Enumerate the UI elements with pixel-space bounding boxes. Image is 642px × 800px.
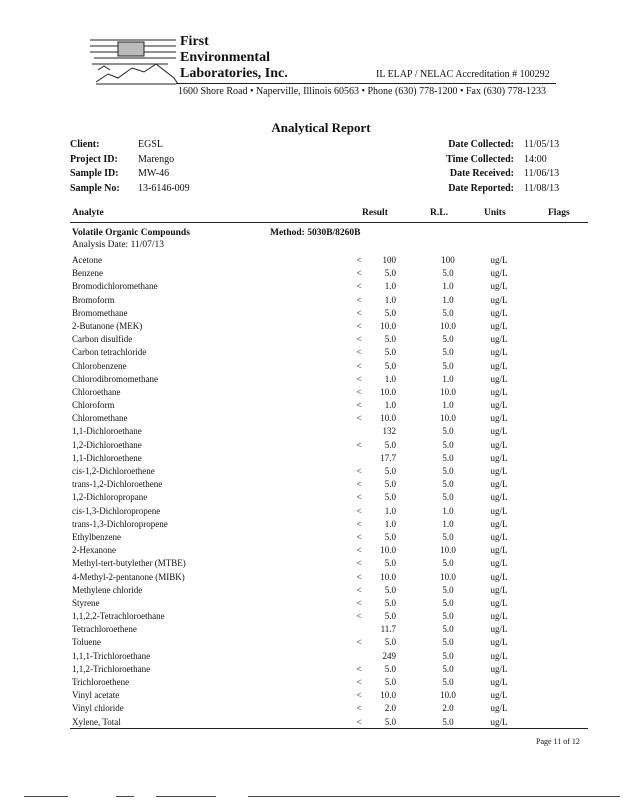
table-row bbox=[72, 623, 592, 636]
result-value: 5.0 bbox=[384, 347, 396, 358]
analyte-name: Methylene chloride bbox=[72, 584, 143, 595]
info-label: Date Received: bbox=[449, 168, 514, 179]
result-value: 1.0 bbox=[384, 294, 396, 305]
reporting-limit: 10.0 bbox=[440, 690, 456, 701]
result-units: ug/L bbox=[490, 268, 508, 279]
result-units: ug/L bbox=[490, 624, 508, 635]
analyte-name: 2-Hexanone bbox=[72, 545, 116, 556]
analyte-name: 4-Methyl-2-pentanone (MIBK) bbox=[72, 571, 185, 582]
table-row bbox=[72, 254, 592, 267]
result-units: ug/L bbox=[490, 571, 508, 582]
info-label: Date Collected: bbox=[448, 139, 514, 150]
result-value: 5.0 bbox=[384, 334, 396, 345]
table-row bbox=[72, 557, 592, 570]
analyte-name: Tetrachloroethene bbox=[72, 624, 137, 635]
table-row bbox=[72, 320, 592, 333]
result-qualifier: < bbox=[356, 466, 362, 476]
column-header-rl: R.L. bbox=[430, 208, 448, 218]
company-name bbox=[180, 34, 288, 82]
result-value: 5.0 bbox=[384, 584, 396, 595]
result-qualifier: < bbox=[356, 479, 362, 490]
footer-rule bbox=[24, 796, 68, 797]
result-value: 1.0 bbox=[384, 518, 396, 529]
analyte-name: 1,2-Dichloropropane bbox=[72, 492, 148, 503]
result-value: 5.0 bbox=[384, 268, 396, 279]
info-label: Date Reported: bbox=[448, 182, 514, 194]
result-value: 10.0 bbox=[380, 320, 396, 331]
result-units: ug/L bbox=[490, 320, 508, 331]
result-units: ug/L bbox=[490, 426, 508, 437]
result-units: ug/L bbox=[490, 466, 508, 476]
reporting-limit: 5.0 bbox=[442, 558, 454, 569]
reporting-limit: 5.0 bbox=[442, 663, 454, 674]
result-units: ug/L bbox=[490, 703, 508, 714]
result-value: 5.0 bbox=[384, 611, 396, 622]
result-qualifier: < bbox=[356, 558, 362, 569]
analyte-name: 1,1-Dichloroethane bbox=[72, 426, 142, 437]
result-value: 5.0 bbox=[384, 558, 396, 569]
reporting-limit: 5.0 bbox=[442, 479, 454, 490]
table-row bbox=[72, 544, 592, 557]
reporting-limit: 1.0 bbox=[442, 505, 454, 516]
table-row bbox=[72, 465, 592, 478]
company-name-line: Environmental bbox=[180, 50, 270, 65]
result-qualifier: < bbox=[356, 518, 362, 529]
result-value: 10.0 bbox=[380, 690, 396, 701]
info-value: 13-6146-009 bbox=[138, 182, 190, 194]
result-value: 17.7 bbox=[380, 452, 396, 463]
info-label: Sample No: bbox=[70, 182, 120, 194]
result-units: ug/L bbox=[490, 518, 508, 529]
info-label: Sample ID: bbox=[70, 168, 119, 179]
reporting-limit: 5.0 bbox=[442, 584, 454, 595]
reporting-limit: 1.0 bbox=[442, 281, 454, 292]
result-value: 10.0 bbox=[380, 545, 396, 556]
info-row-date-received bbox=[428, 167, 559, 182]
result-units: ug/L bbox=[490, 650, 508, 661]
info-label: Client: bbox=[70, 139, 100, 150]
table-row bbox=[72, 716, 592, 729]
result-value: 249 bbox=[382, 650, 396, 661]
reporting-limit: 5.0 bbox=[442, 677, 454, 687]
analyte-name: Bromodichloromethane bbox=[72, 281, 158, 292]
result-value: 5.0 bbox=[384, 360, 396, 371]
table-row bbox=[72, 280, 592, 293]
reporting-limit: 2.0 bbox=[442, 703, 454, 714]
result-value: 5.0 bbox=[384, 307, 396, 318]
result-qualifier: < bbox=[356, 347, 362, 358]
result-value: 1.0 bbox=[384, 281, 396, 292]
analyte-name: Trichloroethene bbox=[72, 677, 130, 687]
reporting-limit: 5.0 bbox=[442, 426, 454, 437]
analyte-name: Carbon tetrachloride bbox=[72, 347, 147, 358]
analyte-name: Chloroform bbox=[72, 400, 115, 411]
analyte-group-name: Volatile Organic Compounds bbox=[72, 228, 190, 238]
info-value: 11/08/13 bbox=[524, 182, 560, 194]
reporting-limit: 5.0 bbox=[442, 492, 454, 503]
company-name-line: First bbox=[180, 34, 209, 49]
result-qualifier: < bbox=[356, 255, 362, 265]
result-qualifier: < bbox=[356, 294, 362, 305]
table-row bbox=[72, 307, 592, 320]
table-row bbox=[72, 333, 592, 346]
page-number: Page 11 of 12 bbox=[536, 737, 580, 746]
sample-info-left bbox=[70, 138, 190, 196]
result-qualifier: < bbox=[356, 373, 362, 384]
result-units: ug/L bbox=[490, 545, 508, 556]
reporting-limit: 5.0 bbox=[442, 650, 454, 661]
analyte-name: Vinyl chloride bbox=[72, 703, 124, 714]
result-units: ug/L bbox=[490, 386, 508, 397]
reporting-limit: 1.0 bbox=[442, 400, 454, 411]
footer-rule bbox=[116, 796, 134, 797]
table-row bbox=[72, 650, 592, 663]
result-units: ug/L bbox=[490, 373, 508, 384]
result-value: 11.7 bbox=[380, 624, 396, 635]
analyte-name: Chlorodibromomethane bbox=[72, 373, 158, 384]
result-value: 1.0 bbox=[384, 373, 396, 384]
analyte-name: 1,2-Dichloroethane bbox=[72, 439, 142, 450]
table-row bbox=[72, 399, 592, 412]
reporting-limit: 5.0 bbox=[442, 268, 454, 279]
sample-info-right bbox=[428, 138, 559, 196]
table-row bbox=[72, 267, 592, 280]
column-header-result: Result bbox=[362, 208, 388, 218]
result-qualifier: < bbox=[356, 334, 362, 345]
reporting-limit: 10.0 bbox=[440, 545, 456, 556]
reporting-limit: 5.0 bbox=[442, 531, 454, 542]
reporting-limit: 5.0 bbox=[442, 624, 454, 635]
table-row bbox=[72, 360, 592, 373]
result-units: ug/L bbox=[490, 479, 508, 490]
result-units: ug/L bbox=[490, 255, 508, 265]
result-units: ug/L bbox=[490, 558, 508, 569]
result-qualifier: < bbox=[356, 386, 362, 397]
column-header-flags: Flags bbox=[548, 208, 570, 218]
result-qualifier: < bbox=[356, 677, 362, 687]
analyte-name: Xylene, Total bbox=[72, 716, 121, 727]
table-row bbox=[72, 491, 592, 504]
reporting-limit: 10.0 bbox=[440, 571, 456, 582]
result-value: 5.0 bbox=[384, 663, 396, 674]
result-value: 5.0 bbox=[384, 597, 396, 608]
company-name-line: Laboratories, Inc. bbox=[180, 66, 288, 81]
result-units: ug/L bbox=[490, 400, 508, 411]
result-value: 132 bbox=[382, 426, 396, 437]
result-value: 5.0 bbox=[384, 716, 396, 727]
result-units: ug/L bbox=[490, 637, 508, 648]
analysis-date: Analysis Date: 11/07/13 bbox=[72, 240, 164, 250]
result-value: 1.0 bbox=[384, 400, 396, 411]
address-divider bbox=[176, 83, 556, 84]
analyte-name: Benzene bbox=[72, 268, 103, 279]
result-units: ug/L bbox=[490, 584, 508, 595]
result-units: ug/L bbox=[490, 597, 508, 608]
result-value: 5.0 bbox=[384, 466, 396, 476]
info-label: Project ID: bbox=[70, 153, 118, 165]
table-row bbox=[72, 689, 592, 702]
result-value: 5.0 bbox=[384, 677, 396, 687]
table-row bbox=[72, 452, 592, 465]
analyte-name: 1,1,2,2-Tetrachloroethane bbox=[72, 611, 165, 622]
result-value: 5.0 bbox=[384, 637, 396, 648]
reporting-limit: 1.0 bbox=[442, 518, 454, 529]
footer-rule bbox=[248, 796, 620, 797]
reporting-limit: 5.0 bbox=[442, 637, 454, 648]
analyte-name: Chlorobenzene bbox=[72, 360, 127, 371]
result-qualifier: < bbox=[356, 716, 362, 727]
table-row bbox=[72, 610, 592, 623]
result-qualifier: < bbox=[356, 360, 362, 371]
info-value: 11/06/13 bbox=[524, 168, 560, 179]
result-units: ug/L bbox=[490, 347, 508, 358]
result-value: 5.0 bbox=[384, 439, 396, 450]
result-units: ug/L bbox=[490, 413, 508, 424]
analyte-name: cis-1,3-Dichloropropene bbox=[72, 505, 161, 516]
result-qualifier: < bbox=[356, 597, 362, 608]
reporting-limit: 10.0 bbox=[440, 386, 456, 397]
result-units: ug/L bbox=[490, 452, 508, 463]
reporting-limit: 5.0 bbox=[442, 466, 454, 476]
result-qualifier: < bbox=[356, 281, 362, 292]
info-value: EGSL bbox=[138, 139, 163, 150]
result-units: ug/L bbox=[490, 281, 508, 292]
reporting-limit: 10.0 bbox=[440, 413, 456, 424]
method-label: Method: 5030B/8260B bbox=[270, 228, 361, 238]
table-row bbox=[72, 425, 592, 438]
info-row-sample-id bbox=[70, 167, 190, 182]
table-row bbox=[72, 531, 592, 544]
result-qualifier: < bbox=[356, 268, 362, 279]
reporting-limit: 10.0 bbox=[440, 320, 456, 331]
table-bottom-rule bbox=[70, 728, 588, 729]
analyte-name: Bromoform bbox=[72, 294, 115, 305]
reporting-limit: 1.0 bbox=[442, 294, 454, 305]
footer-rule bbox=[156, 796, 216, 797]
analyte-name: Methyl-tert-butylether (MTBE) bbox=[72, 558, 186, 569]
table-row bbox=[72, 386, 592, 399]
table-row bbox=[72, 439, 592, 452]
info-value: Marengo bbox=[138, 153, 175, 165]
result-units: ug/L bbox=[490, 663, 508, 674]
analyte-name: Vinyl acetate bbox=[72, 690, 120, 701]
analyte-name: Chloromethane bbox=[72, 413, 128, 424]
result-value: 5.0 bbox=[384, 492, 396, 503]
result-qualifier: < bbox=[356, 413, 362, 424]
result-qualifier: < bbox=[356, 505, 362, 516]
info-row-client bbox=[70, 138, 190, 153]
company-address: 1600 Shore Road • Naperville, Illinois 60563 • Phone (630) 778-1200 • Fax (630) 778-1233 bbox=[178, 86, 546, 97]
table-row bbox=[72, 518, 592, 531]
reporting-limit: 5.0 bbox=[442, 347, 454, 358]
result-units: ug/L bbox=[490, 690, 508, 701]
info-row-project bbox=[70, 153, 190, 168]
result-units: ug/L bbox=[490, 439, 508, 450]
result-qualifier: < bbox=[356, 439, 362, 450]
result-value: 2.0 bbox=[384, 703, 396, 714]
info-value: 14:00 bbox=[524, 153, 547, 165]
header-divider bbox=[70, 222, 588, 223]
table-row bbox=[72, 571, 592, 584]
result-value: 100 bbox=[382, 255, 396, 265]
company-logo-icon bbox=[88, 34, 180, 86]
analyte-name: Bromomethane bbox=[72, 307, 128, 318]
table-row bbox=[72, 676, 592, 689]
column-header-units: Units bbox=[484, 208, 506, 218]
result-units: ug/L bbox=[490, 716, 508, 727]
result-qualifier: < bbox=[356, 571, 362, 582]
table-row bbox=[72, 663, 592, 676]
analyte-name: 1,1,2-Trichloroethane bbox=[72, 663, 151, 674]
table-row bbox=[72, 597, 592, 610]
result-qualifier: < bbox=[356, 545, 362, 556]
result-value: 10.0 bbox=[380, 386, 396, 397]
table-row bbox=[72, 478, 592, 491]
analyte-name: 2-Butanone (MEK) bbox=[72, 320, 143, 331]
results-table bbox=[72, 254, 592, 729]
analyte-name: Acetone bbox=[72, 255, 102, 265]
info-label: Time Collected: bbox=[446, 153, 514, 165]
table-row bbox=[72, 373, 592, 386]
reporting-limit: 5.0 bbox=[442, 360, 454, 371]
result-value: 5.0 bbox=[384, 531, 396, 542]
info-row-time-collected bbox=[428, 153, 559, 168]
reporting-limit: 5.0 bbox=[442, 611, 454, 622]
result-value: 10.0 bbox=[380, 571, 396, 582]
analyte-name: 1,1-Dichloroethene bbox=[72, 452, 142, 463]
column-header-analyte: Analyte bbox=[72, 208, 104, 218]
result-qualifier: < bbox=[356, 492, 362, 503]
analyte-name: Styrene bbox=[72, 597, 100, 608]
analyte-name: cis-1,2-Dichloroethene bbox=[72, 466, 155, 476]
table-row bbox=[72, 294, 592, 307]
result-qualifier: < bbox=[356, 690, 362, 701]
result-units: ug/L bbox=[490, 531, 508, 542]
reporting-limit: 1.0 bbox=[442, 373, 454, 384]
analyte-name: trans-1,2-Dichloroethene bbox=[72, 479, 163, 490]
result-qualifier: < bbox=[356, 637, 362, 648]
result-qualifier: < bbox=[356, 703, 362, 714]
analyte-name: trans-1,3-Dichloropropene bbox=[72, 518, 168, 529]
result-qualifier: < bbox=[356, 400, 362, 411]
result-units: ug/L bbox=[490, 611, 508, 622]
info-value: MW-46 bbox=[138, 168, 170, 179]
result-qualifier: < bbox=[356, 320, 362, 331]
result-units: ug/L bbox=[490, 360, 508, 371]
reporting-limit: 5.0 bbox=[442, 307, 454, 318]
result-units: ug/L bbox=[490, 505, 508, 516]
reporting-limit: 5.0 bbox=[442, 452, 454, 463]
table-row bbox=[72, 346, 592, 359]
info-row-date-collected bbox=[428, 138, 559, 153]
analyte-name: Ethylbenzene bbox=[72, 531, 121, 542]
info-row-date-reported bbox=[428, 182, 559, 197]
result-qualifier: < bbox=[356, 584, 362, 595]
report-title: Analytical Report bbox=[271, 120, 371, 135]
reporting-limit: 5.0 bbox=[442, 716, 454, 727]
analyte-name: 1,1,1-Trichloroethane bbox=[72, 650, 151, 661]
result-value: 10.0 bbox=[380, 413, 396, 424]
table-row bbox=[72, 702, 592, 715]
result-value: 5.0 bbox=[384, 479, 396, 490]
result-qualifier: < bbox=[356, 611, 362, 622]
table-row bbox=[72, 584, 592, 597]
result-value: 1.0 bbox=[384, 505, 396, 516]
result-units: ug/L bbox=[490, 334, 508, 345]
accreditation-text: IL ELAP / NELAC Accreditation # 100292 bbox=[376, 69, 550, 80]
result-qualifier: < bbox=[356, 531, 362, 542]
result-qualifier: < bbox=[356, 307, 362, 318]
analyte-name: Chloroethane bbox=[72, 386, 121, 397]
reporting-limit: 5.0 bbox=[442, 439, 454, 450]
info-value: 11/05/13 bbox=[524, 139, 560, 150]
result-units: ug/L bbox=[490, 677, 508, 687]
result-units: ug/L bbox=[490, 492, 508, 503]
reporting-limit: 5.0 bbox=[442, 597, 454, 608]
result-units: ug/L bbox=[490, 294, 508, 305]
table-row bbox=[72, 505, 592, 518]
result-qualifier: < bbox=[356, 663, 362, 674]
info-row-sample-no bbox=[70, 182, 190, 197]
table-row bbox=[72, 412, 592, 425]
reporting-limit: 100 bbox=[441, 255, 455, 265]
table-row bbox=[72, 636, 592, 649]
analyte-name: Carbon disulfide bbox=[72, 334, 133, 345]
analyte-name: Toluene bbox=[72, 637, 101, 648]
result-units: ug/L bbox=[490, 307, 508, 318]
reporting-limit: 5.0 bbox=[442, 334, 454, 345]
